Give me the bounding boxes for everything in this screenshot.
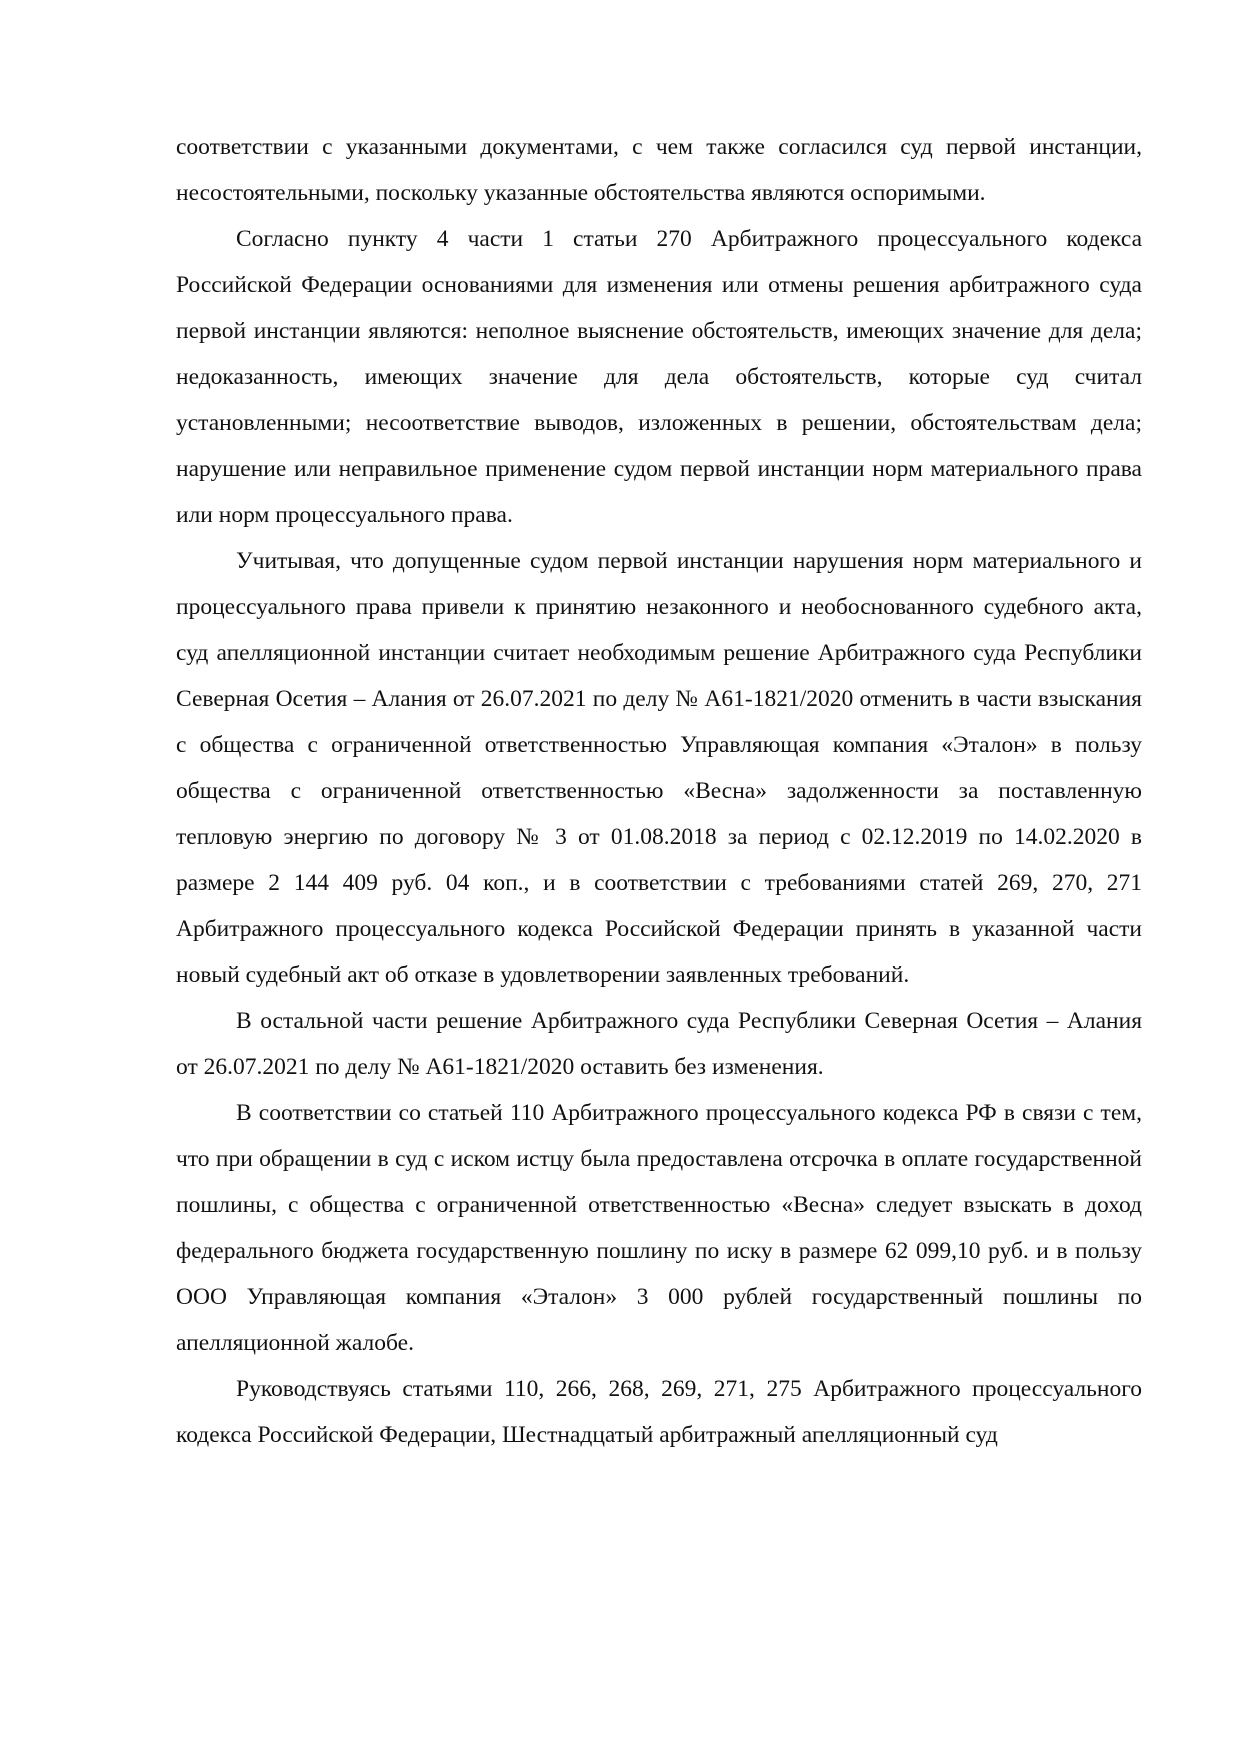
paragraph-continuation: соответствии с указанными документами, с чем также согласился суд первой инстанции, несостоятельными, поскольку указанные обстоятельства являются оспоримыми. xyxy=(176,134,1142,206)
paragraph-remaining-part: В остальной части решение Арбитражного суда Республики Северная Осетия – Алания от 26.07.2021 по делу № А61-1821/2020 оставить без изменения. xyxy=(176,1008,1142,1080)
paragraph-guided-by: Руководствуясь статьями 110, 266, 268, 269, 271, 275 Арбитражного процессуального кодекса Российской Федерации, Шестнадцатый арбитражный апелляционный суд xyxy=(176,1376,1142,1448)
paragraph-grounds: Согласно пункту 4 части 1 статьи 270 Арбитражного процессуального кодекса Российской Федерации основаниями для изменения или отмены решения арбитражного суда первой инстанции являются: неполное выяснение обстоятельств, имеющих значение для дела; недоказанность, имеющих значение для дела обстоятельств, которые суд считал установленными; несоответствие выводов, изложенных в решении, обстоятельствам дела; нарушение или неправильное применение судом первой инстанции норм материального права или норм процессуального права. xyxy=(176,226,1142,528)
paragraph-state-fee: В соответствии со статьей 110 Арбитражного процессуального кодекса РФ в связи с тем, что при обращении в суд с иском истцу была предоставлена отсрочка в оплате государственной пошлины, с общества с ограниченной ответственностью «Весна» следует взыскать в доход федерального бюджета государственную пошлину по иску в размере 62 099,10 руб. и в пользу ООО Управляющая компания «Эталон» 3 000 рублей государственный пошлины по апелляционной жалобе. xyxy=(176,1100,1142,1356)
paragraph-considering: Учитывая, что допущенные судом первой инстанции нарушения норм материального и процессуального права привели к принятию незаконного и необоснованного судебного акта, суд апелляционной инстанции считает необходимым решение Арбитражного суда Республики Северная Осетия – Алания от 26.07.2021 по делу № А61-1821/2020 отменить в части взыскания с общества с ограниченной ответственностью Управляющая компания «Эталон» в пользу общества с ограниченной ответственностью «Весна» задолженности за поставленную тепловую энергию по договору № 3 от 01.08.2018 за период с 02.12.2019 по 14.02.2020 в размере 2 144 409 руб. 04 коп., и в соответствии с требованиями статей 269, 270, 271 Арбитражного процессуального кодекса Российской Федерации принять в указанной части новый судебный акт об отказе в удовлетворении заявленных требований. xyxy=(176,548,1142,988)
